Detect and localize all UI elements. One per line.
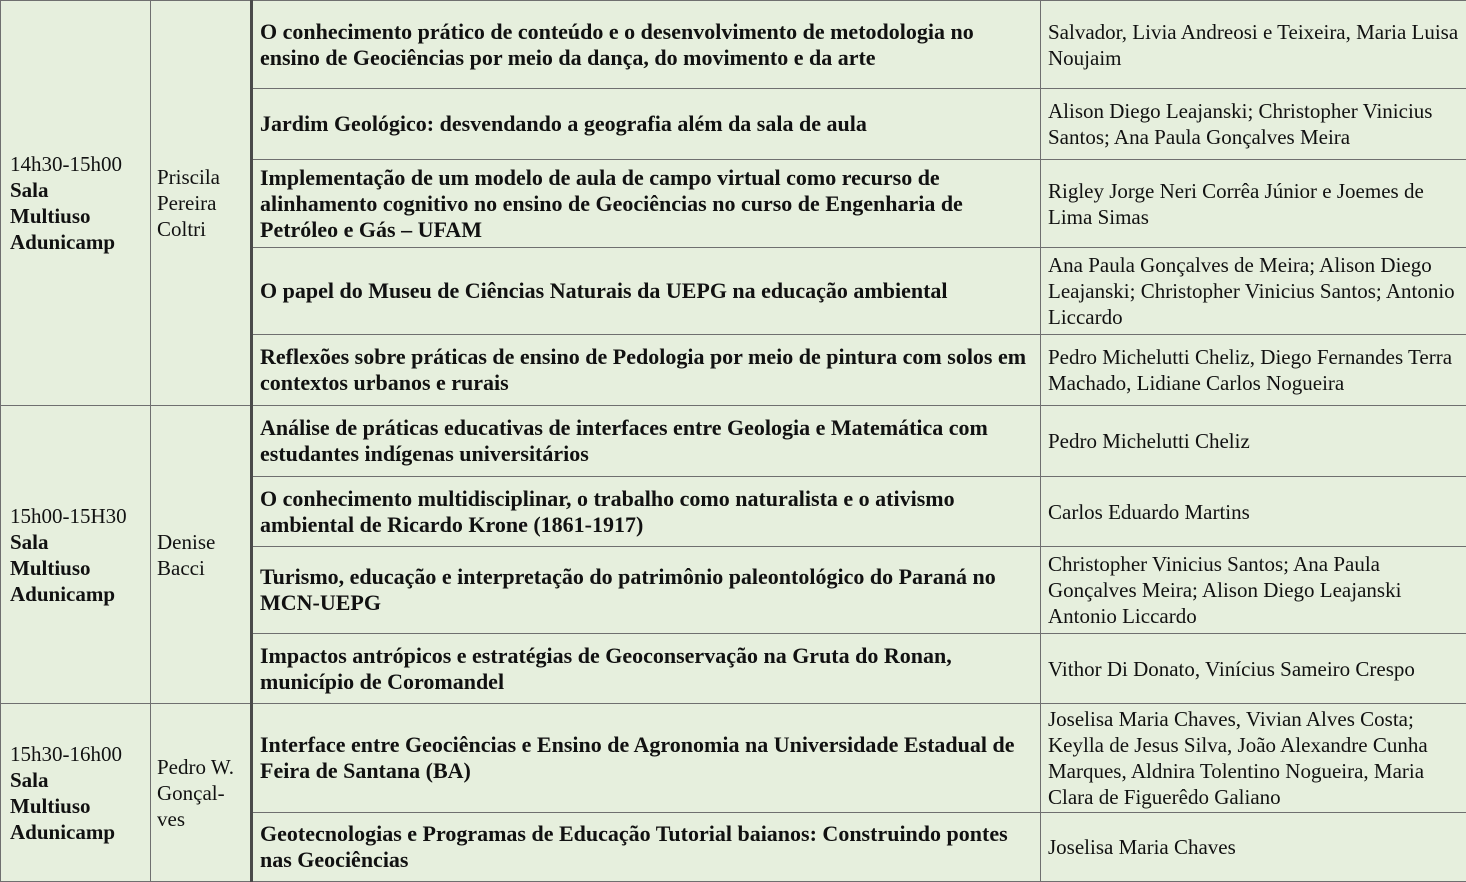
session-moderator: Pedro W. Gonçal- ves	[157, 754, 235, 831]
session-room: Sala Multiuso Adunicamp	[10, 529, 116, 606]
paper-title: O conhecimento multidisciplinar, o trabalho como naturalista e o ativismo ambiental de Ricardo Krone (1861-1917)	[252, 477, 1041, 547]
session-moderator-cell	[151, 406, 252, 704]
paper-authors: Pedro Michelutti Cheliz	[1041, 406, 1466, 477]
session-room: Sala Multiuso Adunicamp	[10, 178, 116, 254]
paper-title: Geotecnologias e Programas de Educação Tutorial baianos: Construindo pontes nas Geociências	[252, 813, 1041, 882]
paper-authors: Christopher Vinicius Santos; Ana Paula Gonçalves Meira; Alison Diego Leajanski Antonio Liccardo	[1041, 547, 1466, 634]
paper-title: Implementação de um modelo de aula de campo virtual como recurso de alinhamento cognitivo no ensino de Geociências no curso de Engenharia de Petróleo e Gás – UFAM	[252, 160, 1041, 248]
session-time: 15h30-16h00	[10, 741, 122, 766]
session-time: 14h30-15h00	[10, 152, 122, 176]
paper-title: Jardim Geológico: desvendando a geografia além da sala de aula	[252, 89, 1041, 160]
paper-authors: Salvador, Livia Andreosi e Teixeira, Maria Luisa Noujaim	[1041, 1, 1466, 89]
session-moderator-cell	[151, 1, 252, 406]
paper-title: Turismo, educação e interpretação do patrimônio paleontológico do Paraná no MCN-UEPG	[252, 547, 1041, 634]
paper-authors: Alison Diego Leajanski; Christopher Vinicius Santos; Ana Paula Gonçalves Meira	[1041, 89, 1466, 160]
session-room: Sala Multiuso Adunicamp	[10, 767, 116, 844]
paper-title: O conhecimento prático de conteúdo e o desenvolvimento de metodologia no ensino de Geociências por meio da dança, do movimento e da arte	[252, 1, 1041, 89]
paper-title: Impactos antrópicos e estratégias de Geoconservação na Gruta do Ronan, município de Coromandel	[252, 634, 1041, 704]
paper-title: O papel do Museu de Ciências Naturais da UEPG na educação ambiental	[252, 248, 1041, 335]
table-row	[1, 1, 1466, 89]
paper-authors: Joselisa Maria Chaves	[1041, 813, 1466, 882]
paper-authors: Ana Paula Gonçalves de Meira; Alison Diego Leajanski; Christopher Vinicius Santos; Antonio Liccardo	[1041, 248, 1466, 335]
session-time: 15h00-15H30	[10, 503, 127, 528]
table-row	[1, 406, 1466, 477]
paper-title: Interface entre Geociências e Ensino de Agronomia na Universidade Estadual de Feira de Santana (BA)	[252, 704, 1041, 813]
paper-authors: Pedro Michelutti Cheliz, Diego Fernandes Terra Machado, Lidiane Carlos Nogueira	[1041, 335, 1466, 406]
paper-title: Reflexões sobre práticas de ensino de Pedologia por meio de pintura com solos em contextos urbanos e rurais	[252, 335, 1041, 406]
session-moderator: Priscila Pereira Coltri	[157, 165, 220, 241]
session-moderator-cell	[151, 704, 252, 882]
session-time-cell	[1, 406, 151, 704]
paper-authors: Joselisa Maria Chaves, Vivian Alves Costa; Keylla de Jesus Silva, João Alexandre Cunha Marques, Aldnira Tolentino Nogueira, Maria Clara de Figuerêdo Galiano	[1041, 704, 1466, 813]
table-row	[1, 704, 1466, 813]
paper-authors: Vithor Di Donato, Vinícius Sameiro Crespo	[1041, 634, 1466, 704]
session-time-cell	[1, 1, 151, 406]
session-time-cell	[1, 704, 151, 882]
session-moderator: Denise Bacci	[157, 529, 216, 580]
paper-authors: Carlos Eduardo Martins	[1041, 477, 1466, 547]
paper-title: Análise de práticas educativas de interfaces entre Geologia e Matemática com estudantes indígenas universitários	[252, 406, 1041, 477]
paper-authors: Rigley Jorge Neri Corrêa Júnior e Joemes de Lima Simas	[1041, 160, 1466, 248]
